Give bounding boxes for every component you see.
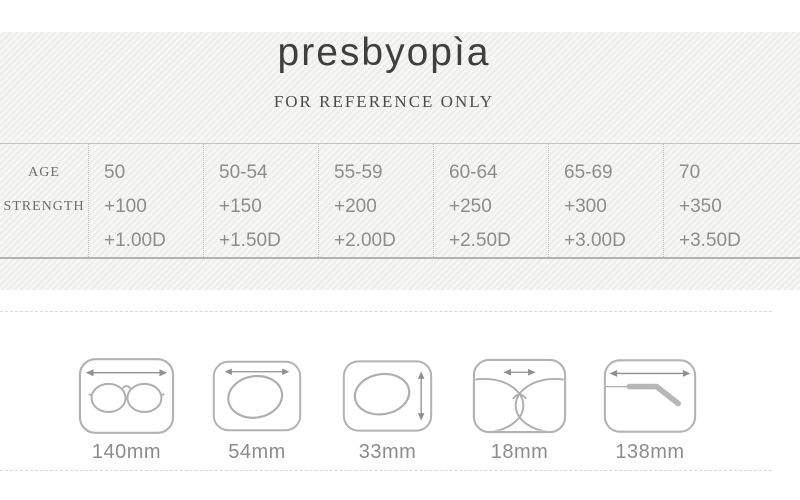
diopter-value: +2.00D bbox=[334, 230, 396, 251]
frame-width-icon bbox=[78, 357, 175, 435]
age-strength-table bbox=[0, 143, 800, 259]
row-label-age: AGE bbox=[28, 165, 60, 180]
age-value: 50 bbox=[104, 162, 126, 183]
diopter-value: +2.50D bbox=[449, 230, 511, 251]
table-column bbox=[433, 144, 548, 257]
strength-value: +150 bbox=[219, 196, 262, 217]
dimension-label: 54mm bbox=[228, 441, 286, 463]
age-value: 60-64 bbox=[449, 162, 498, 183]
dimension-label: 18mm bbox=[490, 441, 549, 463]
page-subtitle: FOR REFERENCE ONLY bbox=[273, 92, 495, 111]
strength-value: +250 bbox=[449, 196, 492, 217]
strength-value: +100 bbox=[104, 196, 147, 217]
dashed-divider-bottom bbox=[0, 470, 772, 471]
lens-width-icon bbox=[212, 357, 302, 435]
table-column bbox=[548, 144, 663, 257]
dimension-label: 138mm bbox=[615, 441, 685, 463]
dimension-label: 140mm bbox=[91, 441, 162, 463]
strength-value: +350 bbox=[679, 196, 722, 217]
table-column bbox=[663, 144, 800, 257]
age-value: 70 bbox=[679, 162, 701, 183]
diopter-value: +3.00D bbox=[564, 230, 626, 251]
diopter-value: +3.50D bbox=[679, 230, 741, 251]
strength-value: +300 bbox=[564, 196, 607, 217]
lens-height-icon bbox=[342, 357, 433, 435]
age-value: 55-59 bbox=[334, 162, 383, 183]
dimension-label: 33mm bbox=[358, 441, 417, 463]
bridge-width-icon bbox=[472, 357, 567, 435]
diopter-value: +1.50D bbox=[219, 230, 281, 251]
dashed-divider-top bbox=[0, 311, 772, 312]
row-label-strength: STRENGTH bbox=[3, 199, 85, 214]
temple-length-icon bbox=[603, 357, 697, 435]
page-title: presbyopìa bbox=[277, 31, 491, 74]
table-column bbox=[88, 144, 203, 257]
age-value: 50-54 bbox=[219, 162, 268, 183]
table-column bbox=[318, 144, 433, 257]
age-value: 65-69 bbox=[564, 162, 613, 183]
row-label-empty bbox=[0, 224, 88, 258]
table-column bbox=[203, 144, 318, 257]
diopter-value: +1.00D bbox=[104, 230, 166, 251]
table-row-labels bbox=[0, 144, 88, 257]
strength-value: +200 bbox=[334, 196, 377, 217]
